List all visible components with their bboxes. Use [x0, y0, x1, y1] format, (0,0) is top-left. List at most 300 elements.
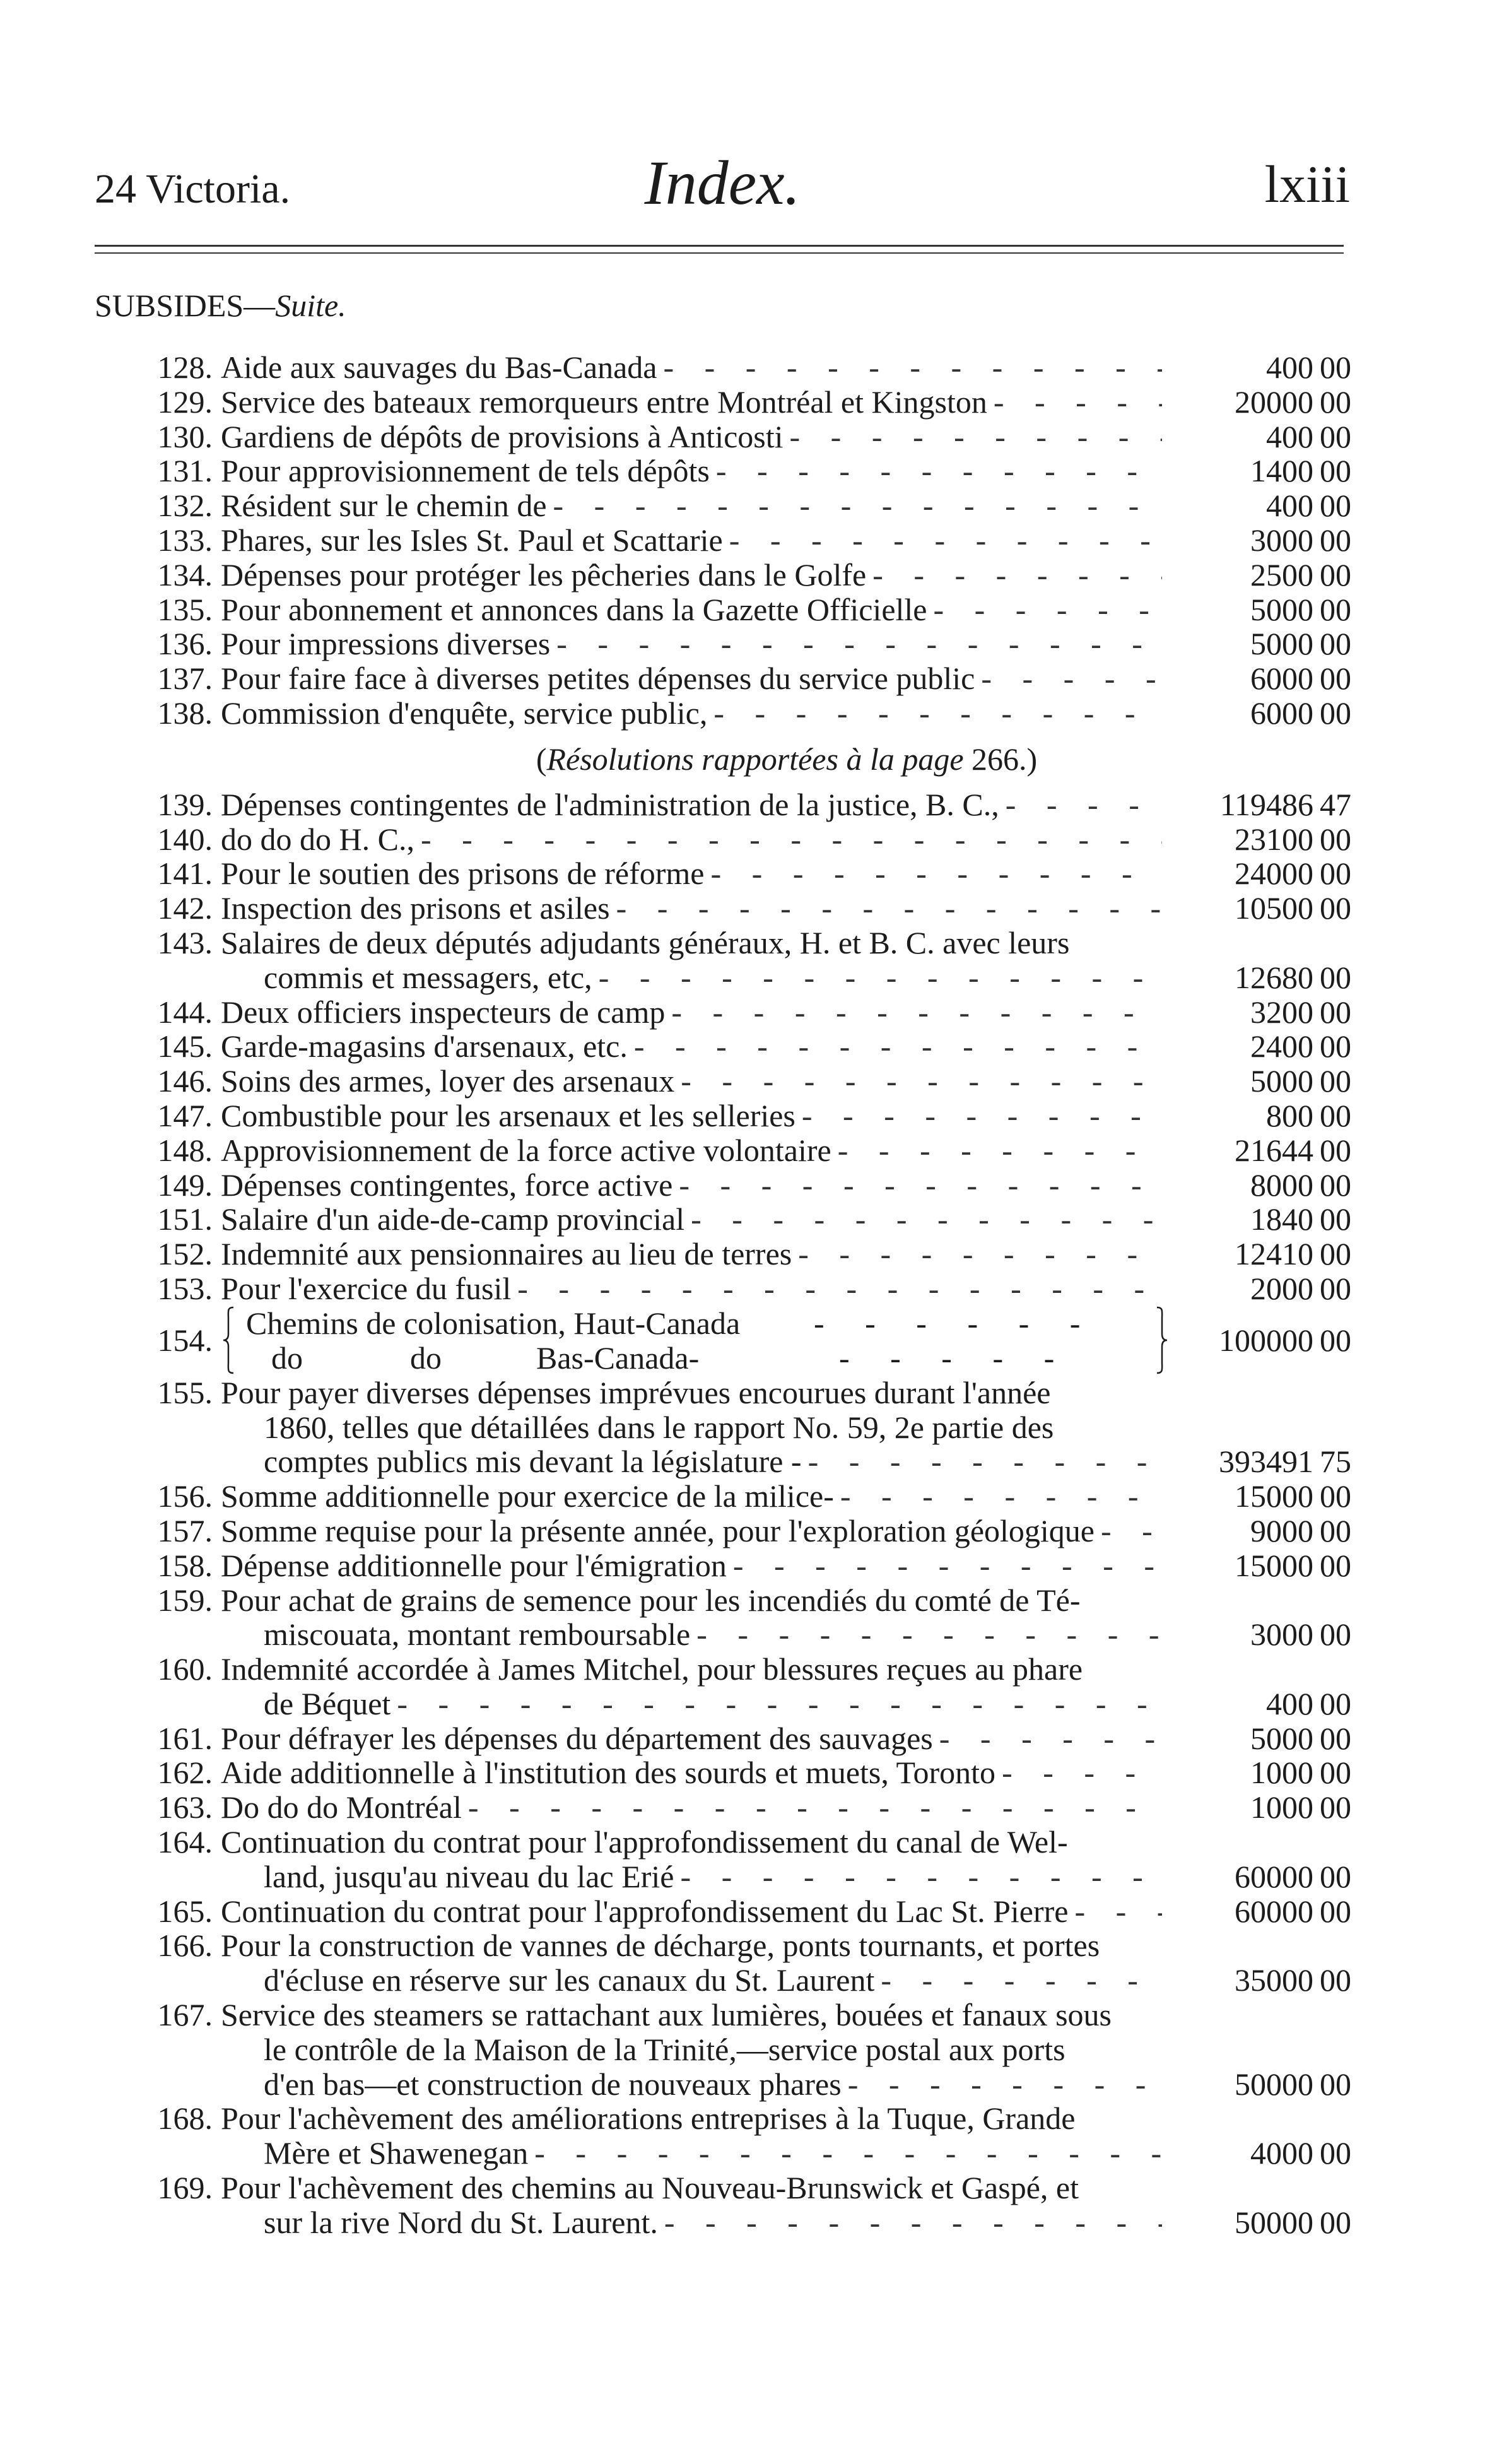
entry-amount	[1162, 1271, 1351, 1306]
entry-number: 163.	[157, 1789, 213, 1825]
entry-number: 133.	[157, 522, 213, 558]
entry-number: 155.	[157, 1374, 213, 1410]
entry-text: Pour faire face à diverses petites dépenses du service public	[221, 661, 975, 697]
entry-amount	[1162, 488, 1351, 523]
section-heading	[95, 287, 346, 324]
entry-amount	[1162, 1548, 1351, 1583]
entry-row	[0, 1514, 1485, 1548]
amount-cents: 00	[1320, 1755, 1351, 1791]
entry-number: 168.	[157, 2101, 213, 2137]
entry-number: 158.	[157, 1547, 213, 1583]
entry-line	[0, 1168, 1485, 1203]
amount-dollars: 400	[1266, 1685, 1313, 1721]
leader-dots	[665, 995, 1162, 1030]
entry-amount: 100000 00	[1219, 1322, 1351, 1358]
entry-number: 138.	[157, 695, 213, 731]
entry-number: 153.	[157, 1270, 213, 1306]
leader-dots	[705, 856, 1162, 891]
leader-dots: - - - - - -	[814, 1305, 1097, 1341]
leader-dots	[710, 454, 1162, 488]
entry-number: 167.	[157, 1997, 213, 2033]
leader-dots	[658, 2205, 1162, 2240]
amount-cents: 00	[1320, 453, 1351, 489]
entry-amount	[1162, 454, 1351, 488]
entry-line	[0, 1721, 1485, 1756]
entry-text: miscouata, montant remboursable	[264, 1617, 691, 1653]
entry-amount	[1162, 1687, 1351, 1721]
amount-cents: 00	[1320, 1512, 1351, 1548]
entry-number: 157.	[157, 1512, 213, 1548]
entry-row	[0, 661, 1485, 696]
entry-row	[0, 1099, 1485, 1133]
entry-amount	[1162, 2136, 1351, 2171]
leader-dots	[834, 1479, 1162, 1514]
entry-number: 160.	[157, 1651, 213, 1687]
entry-number: 149.	[157, 1167, 213, 1203]
leader-dots	[874, 1963, 1162, 1998]
entry-text: sur la rive Nord du St. Laurent.	[264, 2204, 658, 2240]
entry-row	[0, 891, 1485, 926]
entries-group-c	[0, 1376, 1485, 2240]
entry-row	[0, 1064, 1485, 1099]
entry-line	[0, 856, 1485, 891]
amount-dollars: 1840	[1250, 1201, 1313, 1237]
entry-text: Pour le soutien des prisons de réforme	[221, 856, 705, 892]
amount-dollars: 400	[1266, 418, 1313, 454]
entry-text: Pour l'exercice du fusil	[221, 1270, 512, 1306]
entry-amount	[1162, 592, 1351, 627]
entry-line	[0, 488, 1485, 523]
amount-dollars: 15000	[1235, 1547, 1313, 1583]
amount-cents: 00	[1320, 1270, 1351, 1306]
entry-number: 136.	[157, 626, 213, 662]
entry-line	[0, 1583, 1485, 1618]
entry-text: commis et messagers, etc,	[264, 959, 592, 995]
entries-group-b	[0, 787, 1485, 1306]
entry-amount	[1162, 1894, 1351, 1929]
entry-line	[0, 627, 1485, 661]
entry-row	[0, 385, 1485, 420]
entry-row	[0, 488, 1485, 523]
entry-row	[0, 1721, 1485, 1756]
entry-row	[0, 627, 1485, 661]
entry-number: 141.	[157, 856, 213, 892]
amount-cents: 00	[1320, 1478, 1351, 1514]
amount-cents: 00	[1320, 1858, 1351, 1894]
amount-dollars: 12410	[1235, 1236, 1313, 1272]
leader-dots	[1095, 1514, 1162, 1548]
amount-cents: 00	[1320, 959, 1351, 995]
entry-text: Pour défrayer les dépenses du département des sauvages	[221, 1720, 933, 1756]
leader-dots	[672, 1168, 1162, 1203]
entry-row	[0, 523, 1485, 558]
amount-dollars: 2000	[1250, 1270, 1313, 1306]
entry-text: Salaire d'un aide-de-camp provincial	[221, 1201, 685, 1237]
note-page: 266	[971, 741, 1019, 777]
entry-amount	[1162, 787, 1351, 822]
header-title: Index.	[644, 148, 801, 218]
entry-text: Dépenses contingentes de l'administration de la justice, B. C.,	[221, 786, 999, 822]
entry-number: 148.	[157, 1132, 213, 1168]
entry-number: 132.	[157, 488, 213, 524]
entry-line	[0, 2171, 1485, 2205]
entry-line	[0, 1860, 1485, 1894]
leader-dots	[1068, 1894, 1162, 1929]
amount-dollars: 5000	[1250, 626, 1313, 662]
entry-line	[0, 2032, 1485, 2067]
amount-dollars: 21644	[1235, 1132, 1313, 1168]
entry-line	[0, 1133, 1485, 1168]
entry-number: 152.	[157, 1236, 213, 1272]
entry-line	[0, 2136, 1485, 2171]
entry-amount	[1162, 1963, 1351, 1998]
amount-dollars: 2400	[1250, 1029, 1313, 1064]
entry-text: Deux officiers inspecteurs de camp	[221, 994, 666, 1030]
entry-line	[0, 1064, 1485, 1099]
entry-row	[0, 1133, 1485, 1168]
entry-text: land, jusqu'au niveau du lac Erié	[264, 1858, 674, 1894]
amount-dollars: 12680	[1235, 959, 1313, 995]
amount-cents: 00	[1320, 856, 1351, 892]
entry-line	[0, 420, 1485, 454]
amount-dollars: 1000	[1250, 1755, 1313, 1791]
amount-cents: 00	[1320, 384, 1351, 420]
entry-number: 128.	[157, 350, 213, 385]
entries-list	[0, 350, 1485, 2240]
entry-154-row2: do do Bas-Canada-	[271, 1340, 700, 1376]
entry-text: Dépense additionnelle pour l'émigration	[221, 1547, 727, 1583]
entry-text: Continuation du contrat pour l'approfondissement du Lac St. Pierre	[221, 1893, 1069, 1929]
entry-amount	[1162, 1029, 1351, 1064]
entry-amount	[1162, 385, 1351, 420]
leader-dots	[628, 1029, 1162, 1064]
entry-amount	[1162, 1721, 1351, 1756]
entry-row	[0, 1271, 1485, 1306]
entry-text: Pour payer diverses dépenses imprévues encourues durant l'année	[221, 1374, 1051, 1410]
header-rule-thin	[95, 252, 1344, 254]
entry-row	[0, 1548, 1485, 1583]
entry-line	[0, 1894, 1485, 1929]
entry-row	[0, 995, 1485, 1030]
amount-cents: 00	[1320, 2066, 1351, 2102]
entry-number: 129.	[157, 384, 213, 420]
entry-amount	[1162, 995, 1351, 1030]
leader-dots	[528, 2136, 1162, 2171]
entry-number: 161.	[157, 1720, 213, 1756]
entry-text: d'écluse en réserve sur les canaux du St. Laurent	[264, 1962, 875, 1998]
entry-amount	[1162, 1860, 1351, 1894]
leader-dots	[684, 1202, 1162, 1237]
entry-line	[0, 558, 1485, 592]
leader-dots	[723, 523, 1162, 558]
entry-line	[0, 1687, 1485, 1721]
entry-line	[0, 822, 1485, 857]
entries-group-a	[0, 350, 1485, 731]
leader-dots	[657, 350, 1162, 385]
entry-text: Résident sur le chemin de	[221, 488, 547, 524]
amount-dollars: 5000	[1250, 591, 1313, 627]
entry-row	[0, 856, 1485, 891]
entry-amount	[1162, 627, 1351, 661]
leader-dots	[784, 420, 1162, 454]
leader-dots	[547, 488, 1162, 523]
entry-line	[0, 661, 1485, 696]
amount-cents: 00	[1320, 1720, 1351, 1756]
entry-text: Combustible pour les arsenaux et les selleries	[221, 1097, 795, 1133]
entry-line	[0, 995, 1485, 1030]
entry-row	[0, 1998, 1485, 2101]
leader-dots	[792, 1237, 1162, 1271]
amount-dollars: 8000	[1250, 1167, 1313, 1203]
amount-dollars: 24000	[1235, 856, 1313, 892]
entry-number: 145.	[157, 1029, 213, 1064]
entry-text: Continuation du contrat pour l'approfondissement du canal de Wel-	[221, 1824, 1068, 1860]
entry-line	[0, 1099, 1485, 1133]
entry-text: Commission d'enquête, service public,	[221, 695, 708, 731]
entry-text: le contrôle de la Maison de la Trinité,—service postal aux ports	[264, 2031, 1065, 2067]
entry-line	[0, 2067, 1485, 2102]
leader-dots	[674, 1064, 1162, 1099]
entry-text: do do do H. C.,	[221, 821, 414, 857]
entry-text: Indemnité aux pensionnaires au lieu de terres	[221, 1236, 792, 1272]
entry-text: Mère et Shawenegan	[264, 2135, 529, 2171]
entry-row	[0, 1928, 1485, 1998]
entry-line	[0, 1998, 1485, 2032]
entry-number: 159.	[157, 1582, 213, 1618]
leader-dots	[592, 960, 1162, 995]
entry-row	[0, 1652, 1485, 1721]
amount-dollars: 5000	[1250, 1063, 1313, 1099]
leader-dots	[550, 627, 1162, 661]
entry-row	[0, 1237, 1485, 1271]
amount-cents: 00	[1320, 350, 1351, 385]
entry-number: 151.	[157, 1201, 213, 1237]
entry-text: Gardiens de dépôts de provisions à Anticosti	[221, 418, 784, 454]
entry-number: 146.	[157, 1063, 213, 1099]
entry-line	[0, 1271, 1485, 1306]
amount-cents: 00	[1320, 1029, 1351, 1064]
amount-cents: 00	[1320, 1097, 1351, 1133]
amount-dollars: 400	[1266, 350, 1313, 385]
left-brace-icon	[222, 1306, 235, 1374]
amount-cents: 00	[1320, 2204, 1351, 2240]
amount-dollars: 60000	[1235, 1858, 1313, 1894]
entry-line	[0, 2101, 1485, 2136]
leader-dots	[690, 1617, 1162, 1652]
entry-line	[0, 1928, 1485, 1963]
amount-cents: 00	[1320, 1236, 1351, 1272]
entry-row	[0, 787, 1485, 822]
entry-amount	[1162, 822, 1351, 857]
entry-line	[0, 696, 1485, 731]
entry-line	[0, 1514, 1485, 1548]
entry-amount	[1162, 558, 1351, 592]
section-suffix: Suite.	[275, 288, 346, 323]
header-page-number: lxiii	[1264, 155, 1350, 214]
amount-dollars: 393491	[1219, 1444, 1313, 1480]
amount-cents: 00	[1320, 1685, 1351, 1721]
entry-line	[0, 1548, 1485, 1583]
amount-cents: 00	[1320, 1893, 1351, 1929]
entry-line	[0, 1410, 1485, 1445]
entry-row	[0, 454, 1485, 488]
entry-amount	[1162, 696, 1351, 731]
entry-number: 143.	[157, 924, 213, 960]
entry-number: 154.	[157, 1322, 213, 1358]
section-title: SUBSIDES—	[95, 288, 276, 323]
entry-amount	[1162, 1237, 1351, 1271]
entry-line	[0, 350, 1485, 385]
amount-cents: 00	[1320, 661, 1351, 697]
amount-cents: 00	[1320, 1617, 1351, 1653]
leader-dots	[933, 1721, 1162, 1756]
entry-line	[0, 454, 1485, 488]
amount-dollars: 3000	[1250, 1617, 1313, 1653]
entry-row	[0, 1894, 1485, 1929]
amount-dollars: 50000	[1235, 2204, 1313, 2240]
entry-line	[0, 1963, 1485, 1998]
amount-cents: 00	[1320, 522, 1351, 558]
leader-dots: - - - - -	[839, 1340, 1071, 1376]
amount-cents: 47	[1320, 786, 1351, 822]
entry-row	[0, 1029, 1485, 1064]
entry-number: 134.	[157, 557, 213, 592]
entry-row	[0, 1825, 1485, 1894]
leader-dots	[795, 1099, 1162, 1133]
entry-row	[0, 592, 1485, 627]
leader-dots	[999, 787, 1162, 822]
amount-dollars: 4000	[1250, 2135, 1313, 2171]
entry-text: Dépenses pour protéger les pêcheries dans le Golfe	[221, 557, 867, 592]
entry-number: 131.	[157, 453, 213, 489]
entry-line	[0, 1617, 1485, 1652]
leader-dots	[610, 891, 1162, 926]
entry-text: Service des bateaux remorqueurs entre Montréal et Kingston	[221, 384, 987, 420]
leader-dots	[831, 1133, 1162, 1168]
leader-dots	[674, 1860, 1162, 1894]
entry-text: Aide aux sauvages du Bas-Canada	[221, 350, 657, 385]
leader-dots	[462, 1790, 1162, 1825]
amount-cents: 00	[1320, 1132, 1351, 1168]
leader-dots	[802, 1444, 1162, 1479]
amount-dollars: 9000	[1250, 1512, 1313, 1548]
note-text: Résolutions rapportées à la page	[546, 741, 964, 777]
entry-amount	[1162, 1099, 1351, 1133]
amount-cents: 00	[1320, 1547, 1351, 1583]
entry-line	[0, 592, 1485, 627]
entry-text: Garde-magasins d'arsenaux, etc.	[221, 1029, 628, 1064]
page-header	[95, 146, 1350, 216]
entry-line	[0, 1444, 1485, 1479]
entry-amount	[1162, 2067, 1351, 2102]
amount-dollars: 20000	[1235, 384, 1313, 420]
entry-row	[0, 2171, 1485, 2240]
entry-line	[0, 1825, 1485, 1860]
entry-number: 140.	[157, 821, 213, 857]
entry-line	[0, 891, 1485, 926]
amount-dollars: 1400	[1250, 453, 1313, 489]
entry-line	[0, 787, 1485, 822]
amount-cents: 00	[1320, 1201, 1351, 1237]
entry-row	[0, 1755, 1485, 1790]
entry-number: 135.	[157, 591, 213, 627]
entry-row	[0, 558, 1485, 592]
entry-number: 142.	[157, 890, 213, 926]
leader-dots	[707, 696, 1162, 731]
amount-dollars: 3200	[1250, 994, 1313, 1030]
amount-cents: 00	[1320, 890, 1351, 926]
entry-number: 147.	[157, 1097, 213, 1133]
resolutions-note: (Résolutions rapportées à la page 266.)	[536, 741, 1038, 777]
entry-row	[0, 420, 1485, 454]
entry-amount	[1162, 661, 1351, 696]
entry-text: d'en bas—et construction de nouveaux phares	[264, 2066, 842, 2102]
amount-dollars: 2500	[1250, 557, 1313, 592]
entry-text: Approvisionnement de la force active volontaire	[221, 1132, 831, 1168]
entry-text: Pour abonnement et annonces dans la Gazette Officielle	[221, 591, 927, 627]
amount-dollars: 35000	[1235, 1962, 1313, 1998]
entry-amount	[1162, 1755, 1351, 1790]
entry-amount	[1162, 856, 1351, 891]
entry-number: 137.	[157, 661, 213, 697]
entry-number: 166.	[157, 1928, 213, 1964]
entry-amount	[1162, 1133, 1351, 1168]
amount-cents: 00	[1320, 2135, 1351, 2171]
entry-text: Indemnité accordée à James Mitchel, pour blessures reçues au phare	[221, 1651, 1083, 1687]
entry-line	[0, 2205, 1485, 2240]
amount-dollars: 3000	[1250, 522, 1313, 558]
amount-dollars: 15000	[1235, 1478, 1313, 1514]
entry-row	[0, 1376, 1485, 1479]
entry-text: Pour achat de grains de semence pour les incendiés du comté de Té-	[221, 1582, 1081, 1618]
entry-line	[0, 1237, 1485, 1271]
entry-154	[0, 1306, 1485, 1376]
amount-dollars: 5000	[1250, 1720, 1313, 1756]
entry-text: Pour impressions diverses	[221, 626, 551, 662]
entry-amount	[1162, 350, 1351, 385]
amount-cents: 00	[1320, 591, 1351, 627]
entry-line	[0, 523, 1485, 558]
leader-dots	[995, 1755, 1162, 1790]
header-left: 24 Victoria.	[95, 166, 291, 212]
entry-row	[0, 696, 1485, 731]
entry-text: Salaires de deux députés adjudants généraux, H. et B. C. avec leurs	[221, 924, 1070, 960]
entry-line	[0, 1652, 1485, 1687]
entry-text: Do do do Montréal	[221, 1789, 462, 1825]
entry-text: de Béquet	[264, 1685, 391, 1721]
entry-amount	[1162, 1444, 1351, 1479]
entry-text: Inspection des prisons et asiles	[221, 890, 610, 926]
entry-amount	[1162, 523, 1351, 558]
entry-number: 130.	[157, 418, 213, 454]
entry-amount	[1162, 1617, 1351, 1652]
entry-line	[0, 1376, 1485, 1410]
entry-row	[0, 2101, 1485, 2171]
entry-number: 156.	[157, 1478, 213, 1514]
entry-text: Dépenses contingentes, force active	[221, 1167, 673, 1203]
entry-text: 1860, telles que détaillées dans le rapport No. 59, 2e partie des	[264, 1409, 1054, 1445]
entry-number: 162.	[157, 1755, 213, 1791]
amount-dollars: 23100	[1235, 821, 1313, 857]
entry-row	[0, 1168, 1485, 1203]
entry-text: comptes publics mis devant la législature -	[264, 1444, 802, 1480]
leader-dots	[390, 1687, 1162, 1721]
leader-dots	[975, 661, 1162, 696]
amount-dollars: 10500	[1235, 890, 1313, 926]
amount-dollars: 50000	[1235, 2066, 1313, 2102]
amount-cents: 00	[1320, 1962, 1351, 1998]
amount-cents: 00	[1320, 1063, 1351, 1099]
